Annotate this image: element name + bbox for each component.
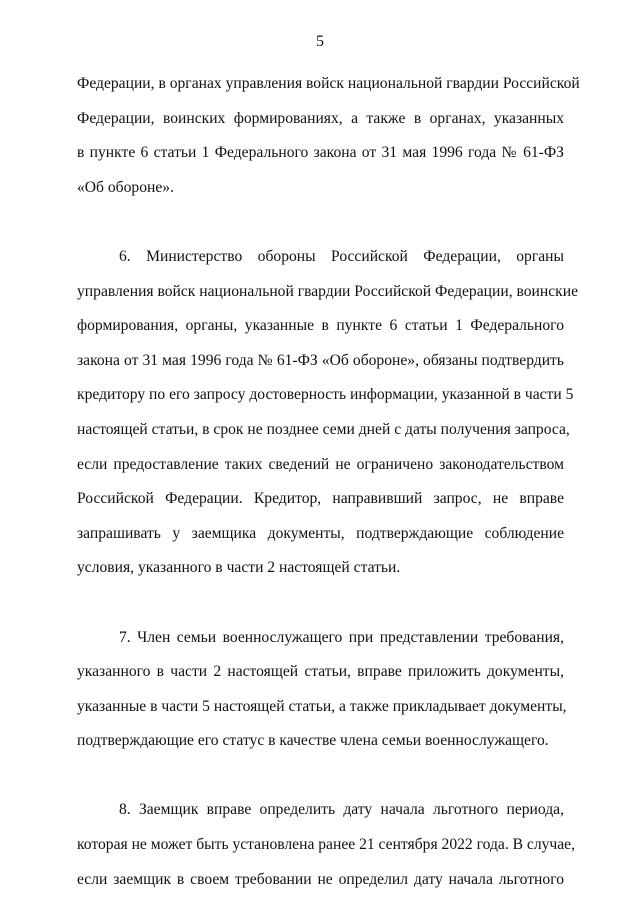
paragraph-spacer: [77, 586, 564, 621]
paragraph-spacer: [77, 205, 564, 240]
paragraph-6: [77, 240, 578, 586]
paragraph-8: [77, 793, 575, 897]
paragraph-7: [77, 621, 567, 759]
text-line: если предоставление таких сведений не ограничено законодательством: [77, 455, 564, 473]
text-line: указанные в части 5 настоящей статьи, а также прикладывает документы,: [77, 697, 567, 715]
text-line: Российской Федерации. Кредитор, направивший запрос, не вправе: [77, 490, 564, 508]
text-line: формирования, органы, указанные в пункте 6 статьи 1 Федерального: [77, 317, 564, 335]
text-line: запрашивать у заемщика документы, подтверждающие соблюдение: [77, 524, 564, 542]
text-line: Федерации, воинских формированиях, а также в органах, указанных: [77, 109, 564, 127]
text-line: если заемщик в своем требовании не определил дату начала льготного: [77, 870, 564, 888]
text-line: кредитору по его запросу достоверность информации, указанной в части 5: [77, 386, 574, 404]
text-line: «Об обороне».: [77, 178, 174, 196]
paragraph-continuation: [77, 67, 580, 205]
text-line: 8. Заемщик вправе определить дату начала льготного периода,: [119, 801, 564, 819]
text-line: Федерации, в органах управления войск национальной гвардии Российской: [77, 75, 580, 92]
text-line: закона от 31 мая 1996 года № 61-ФЗ «Об обороне», обязаны подтвердить: [77, 351, 564, 369]
text-line: которая не может быть установлена ранее 21 сентября 2022 года. В случае,: [77, 836, 575, 854]
paragraph-spacer: [77, 759, 564, 794]
text-line: условия, указанного в части 2 настоящей статьи.: [77, 559, 401, 577]
text-line: указанного в части 2 настоящей статьи, вправе приложить документы,: [77, 663, 564, 681]
text-line: настоящей статьи, в срок не позднее семи дней с даты получения запроса,: [77, 420, 570, 438]
document-body: [77, 67, 580, 897]
text-line: 6. Министерство обороны Российской Федерации, органы: [119, 247, 564, 265]
text-line: подтверждающие его статус в качестве члена семьи военнослужащего.: [77, 732, 549, 750]
text-line: 7. Член семьи военнослужащего при представлении требования,: [119, 628, 564, 646]
text-line: в пункте 6 статьи 1 Федерального закона от 31 мая 1996 года № 61-ФЗ: [77, 144, 564, 162]
page-number: 5: [316, 33, 324, 50]
text-line: управления войск национальной гвардии Российской Федерации, воинские: [77, 282, 578, 300]
